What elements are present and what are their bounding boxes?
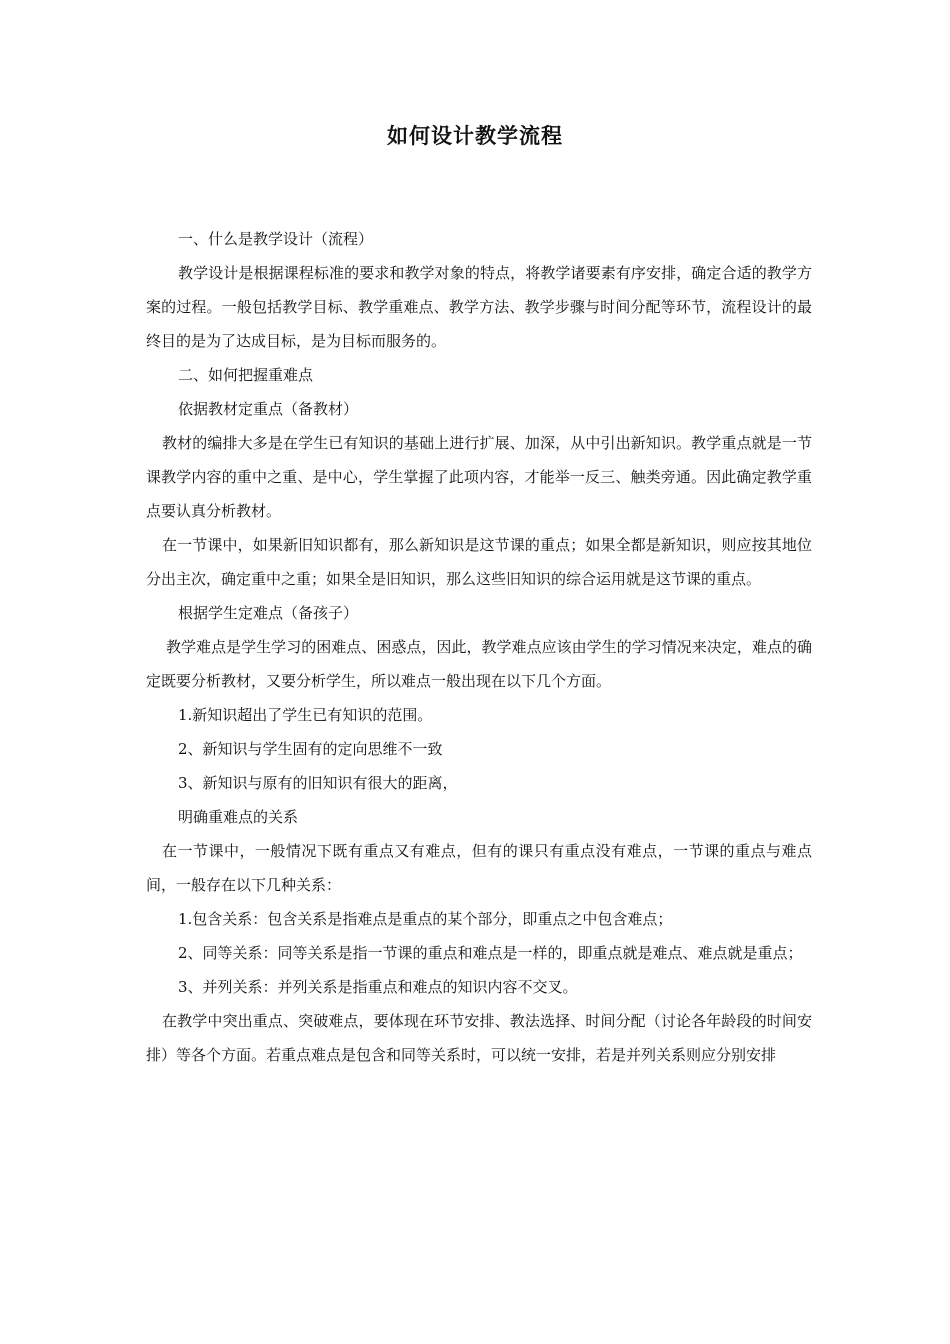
body-paragraph: 在一节课中，一般情况下既有重点又有难点，但有的课只有重点没有难点，一节课的重点与难点间，一般存在以下几种关系： — [146, 842, 812, 894]
list-item: 2、同等关系：同等关系是指一节课的重点和难点是一样的，即重点就是难点、难点就是重点； — [178, 944, 803, 962]
body-paragraph: 教学难点是学生学习的困难点、困惑点，因此，教学难点应该由学生的学习情况来决定，难点的确定既要分析教材，又要分析学生，所以难点一般出现在以下几个方面。 — [146, 638, 812, 690]
body-paragraph: 教学设计是根据课程标准的要求和教学对象的特点，将教学诸要素有序安排，确定合适的教学方案的过程。一般包括教学目标、教学重难点、教学方法、教学步骤与时间分配等环节，流程设计的最终目的是为了达成目标，是为目标而服务的。 — [146, 264, 812, 350]
list-item: 1.新知识超出了学生已有知识的范围。 — [178, 706, 433, 724]
body-paragraph: 在一节课中，如果新旧知识都有，那么新知识是这节课的重点；如果全都是新知识，则应按其地位分出主次，确定重中之重；如果全是旧知识，那么这些旧知识的综合运用就是这节课的重点。 — [146, 536, 812, 588]
subheading-difficult-points: 根据学生定难点（备孩子） — [178, 604, 359, 622]
subheading-relationship: 明确重难点的关系 — [178, 808, 299, 826]
body-paragraph: 教材的编排大多是在学生已有知识的基础上进行扩展、加深，从中引出新知识。教学重点就是一节课教学内容的重中之重、是中心，学生掌握了此项内容，才能举一反三、触类旁通。因此确定教学重点要认真分析教材。 — [146, 434, 812, 520]
list-item: 2、新知识与学生固有的定向思维不一致 — [178, 740, 443, 758]
subheading-key-points: 依据教材定重点（备教材） — [178, 400, 359, 418]
list-item: 3、并列关系：并列关系是指重点和难点的知识内容不交叉。 — [178, 978, 578, 996]
list-item: 1.包含关系：包含关系是指难点是重点的某个部分，即重点之中包含难点； — [178, 910, 673, 928]
document-body — [146, 222, 812, 1072]
section-heading-1: 一、什么是教学设计（流程） — [178, 230, 374, 248]
list-item: 3、新知识与原有的旧知识有很大的距离， — [178, 774, 458, 792]
section-heading-2: 二、如何把握重难点 — [178, 366, 314, 384]
document-title: 如何设计教学流程 — [387, 123, 563, 148]
body-paragraph: 在教学中突出重点、突破难点，要体现在环节安排、教法选择、时间分配（讨论各年龄段的时间安排）等各个方面。若重点难点是包含和同等关系时，可以统一安排，若是并列关系则应分别安排 — [146, 1012, 812, 1064]
